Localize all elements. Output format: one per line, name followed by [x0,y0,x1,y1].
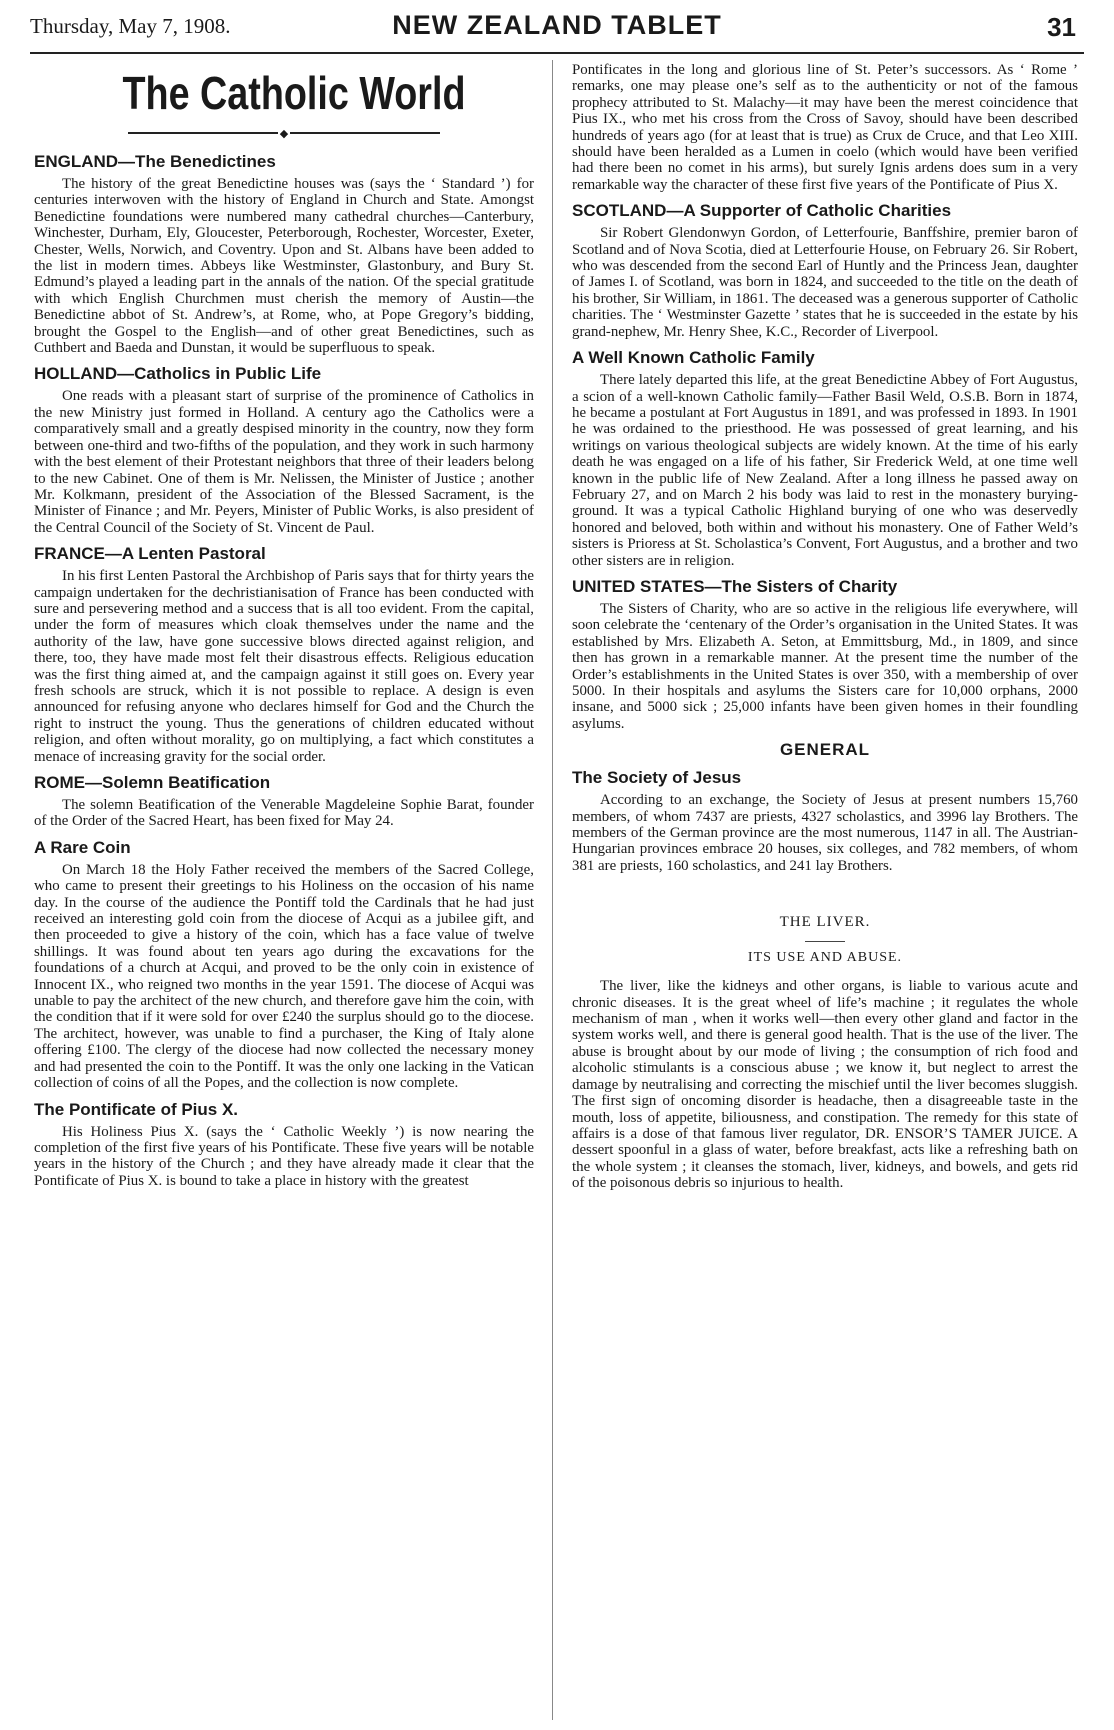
article-body-england: The history of the great Benedictine houses was (says the ‘ Standard ’) for centuries interwoven with the history of England in Church and State. Amongst Benedictine foundations were numbered many cathedral churches—Canterbury, Winchester, Durham, Ely, Gloucester, Peterborough, Rochester, Worcester, Exeter, Chester, Wells, Norwich, and Coventry. Upon and St. Albans have been added to the list in modern times. Abbeys like Westminster, Glastonbury, and Bury St. Edmund’s played a leading part in the annals of the nation. Of the special gratitude with which English Churchmen must cherish the memory of Austin—the Benedictine abbot of St. Andrew’s, at Rome, who, at Pope Gregory’s bidding, brought the Gospel to the English—and of other great Benedictines, such as Cuthbert and Baeda and Dunstan, it would be superfluous to speak. [34,176,534,357]
right-column [572,62,1078,1192]
article-heading-pontificate: The Pontificate of Pius X. [34,1099,239,1119]
article-heading-france: FRANCE—A Lenten Pastoral [34,544,266,564]
article-body-catholic-family: There lately departed this life, at the great Benedictine Abbey of Fort Augustus, a scion of a well-known Catholic family—Father Basil Weld, O.S.B. Born in 1874, he became a postulant at Fort Augustus in 1891, and was professed in 1893. In 1901 he was ordained to the priesthood. He was possessed of great learning, and his writings on various theological subjects are widely known. At the time of his early death he was engaged on a life of his father, Sir Frederick Weld, at one time well known in the public life of New Zealand. After a long illness he passed away on February 27, and on March 2 his body was laid to rest in the monastery burying-ground. It was a typical Catholic Highland burying of one who was deservedly honored and beloved, both within and without his monastery. One of Father Weld’s sisters is Prioress at St. Scholastica’s Convent, Fort Augustus, and a brother and two other sisters are in religion. [572,372,1078,569]
page-header [30,6,1084,54]
article-heading-holland: HOLLAND—Catholics in Public Life [34,364,322,384]
article-body-society-of-jesus: According to an exchange, the Society of Jesus at present numbers 15,760 members, of whom 7437 are priests, 4327 scholastics, and 3996 lay Brothers. The members of the German province are the most numerous, 1147 in all. The Austrian-Hungarian provinces embrace 20 houses, six colleges, and 782 members, of whom 381 are priests, 160 scholastics, and 241 lay Brothers. [572,792,1078,874]
column-divider [552,60,553,1720]
page-number: 31 [1047,12,1076,42]
article-body-rare-coin: On March 18 the Holy Father received the members of the Sacred College, who came to present their greetings to his Holiness on the occasion of his name day. In the course of the audience the Pontiff told the Cardinals that he had just received an interesting gold coin from the diocese of Acqui as a jubilee gift, and then proceeded to give a history of the coin, which has a face value of twelve shillings. It was found about ten years ago during the excavations for the foundations of a church at Acqui, and proved to be the only coin in existence of Innocent IX., who reigned two months in the year 1591. The diocese of Acqui was unable to pay the architect of the new church, and therefore gave him the coin, with the condition that if it were sold for over £240 the surplus should go to the diocese. The architect, however, was unable to find a purchaser, the King of Italy alone offering £100. The clergy of the diocese had now collected the necessary money and had presented the coin to the Pontiff. It was the only one lacking in the Vatican collection of coins of all the Popes, and the collection is now complete. [34,861,534,1092]
article-body-pontificate-continued: Pontificates in the long and glorious line of St. Peter’s successors. As ‘ Rome ’ remarks, one may please one’s self as to the authenticity or not of the famous prophecy attributed to St. Malachy—it may have been the merest coincidence that Pius IX., who met his cross from the Cross of Savoy, should have been described hundreds of years ago (for at least that is true) as Crux de Cruce, and that Leo XIII. should have been heralded as a Lumen in coelo (which would have been verified had there been no comet in his arms), but surely Ignis ardens does sum in a very remarkable way the character of these first five years of the Pontificate of Pius X. [572,62,1078,193]
advert-title: THE LIVER. [779,914,871,931]
article-heading-rare-coin: A Rare Coin [34,837,131,857]
issue-date: Thursday, May 7, 1908. [30,14,231,38]
article-body-pontificate: His Holiness Pius X. (says the ‘ Catholic Weekly ’) is now nearing the completion of the first five years of his Pontificate. These five years will be notable years in the history of the Church ; and they have already made it clear that the Pontificate of Pius X. is bound to take a place in history with the greatest [34,1123,534,1189]
ornament-rule: ◆ [34,124,534,142]
section-masthead: The Catholic World [122,67,466,119]
article-heading-england: ENGLAND—The Benedictines [34,152,276,171]
article-body-france: In his first Lenten Pastoral the Archbishop of Paris says that for thirty years the campaign undertaken for the dechristianisation of France has been conducted with sure and persevering method and a success that is all too evident. From the capital, under the form of measures which cloak themselves under the name and the authority of the law, have gone successive blows directed against religion, and there, too, they have made most felt their disastrous effects. Religious education was the first thing aimed at, and the campaign against it still goes on. Every year fresh schools are struck, which it is not possible to replace. A design is even announced for refusing anyone who declares himself for God and the Church the right to instruct the young. Thus the generations of children educated without religion, and often without morality, go on multiplying, a fact which constitutes a menace of increasing gravity for the social order. [34,568,534,765]
article-body-rome: The solemn Beatification of the Venerable Magdeleine Sophie Barat, founder of the Order of the Sacred Heart, has been fixed for May 24. [34,797,534,830]
article-heading-scotland: SCOTLAND—A Supporter of Catholic Charities [572,201,952,221]
article-heading-society-of-jesus: The Society of Jesus [572,768,742,788]
advert-rule [805,941,845,942]
general-heading: GENERAL [779,740,871,760]
advert-subtitle: ITS USE AND ABUSE. [747,950,903,966]
article-body-united-states: The Sisters of Charity, who are so active in the religious life everywhere, will soon celebrate the ‘centenary of the Order’s organisation in the United States. It was established by Mrs. Elizabeth A. Seton, at Emmittsburg, Md., in 1809, and since then has grown in a remarkable manner. At the present time the number of the Order’s establishments in the United States is over 350, with a membership of over 5000. In their hospitals and asylums the Sisters care for 10,000 orphans, 2000 insane, and 5000 sick ; 25,000 infants have been given homes in their foundling asylums. [572,600,1078,732]
article-body-scotland: Sir Robert Glendonwyn Gordon, of Letterfourie, Banffshire, premier baron of Scotland and of Nova Scotia, died at Letterfourie House, on February 26. Sir Robert, who was descended from the second Earl of Huntly and the Princess Jean, daughter of James I. of Scotland, was born in 1824, and succeeded to the title on the death of his brother, Sir William, in 1861. The deceased was a generous supporter of Catholic charities. The ‘ Westminster Gazette ’ states that he is succeeded in the estate by his grand-nephew, Mr. Henry Shee, K.C., Recorder of Liverpool. [572,225,1078,340]
article-heading-united-states: UNITED STATES—The Sisters of Charity [572,576,898,596]
advert-body: The liver, like the kidneys and other organs, is liable to various acute and chronic diseases. It is the great wheel of life’s machine ; it regulates the whole mechanism of man , when it works well—then every other gland and factor in the system works well, and there is general good health. That is the use of the liver. The abuse is brought about by our mode of living ; the consumption of rich food and alcoholic stimulants is a conscious abuse ; we know it, but neglect to arrest the damage by neutralising and correcting the mischief until the liver becomes sluggish. The first sign of oncoming disorder is headache, then a disagreeable taste in the mouth, loss of appetite, biliousness, and constipation. The remedy for this state of affairs is a dose of that famous liver regulator, DR. ENSOR’S TAMER JUICE. A dessert spoonful in a glass of water, before breakfast, acts like a refreshing bath on the whole system ; it cleanses the stomach, liver, kidneys, and bowels, and gets rid of the poisonous debris so injurious to health. [572,978,1078,1192]
article-body-holland: One reads with a pleasant start of surprise of the prominence of Catholics in the new Ministry just formed in Holland. A century ago the Catholics were a comparatively small and a greatly despised minority in the country, now they form between one-third and two-fifths of the population, and they work in such harmony with the best element of their Protestant neighbors that three of their leaders belong to the new Cabinet. One of them is Mr. Nelissen, the Minister of Justice ; another Mr. Kolkmann, president of the Association of the Blessed Sacrament, is the Minister of Finance ; and Mr. Peyers, Minister of Public Works, is also president of the Central Council of the Society of St. Vincent de Paul. [34,388,534,536]
article-heading-catholic-family: A Well Known Catholic Family [572,348,815,368]
article-heading-rome: ROME—Solemn Beatification [34,773,271,792]
left-column [34,62,534,1189]
newspaper-title: NEW ZEALAND TABLET [392,10,722,40]
